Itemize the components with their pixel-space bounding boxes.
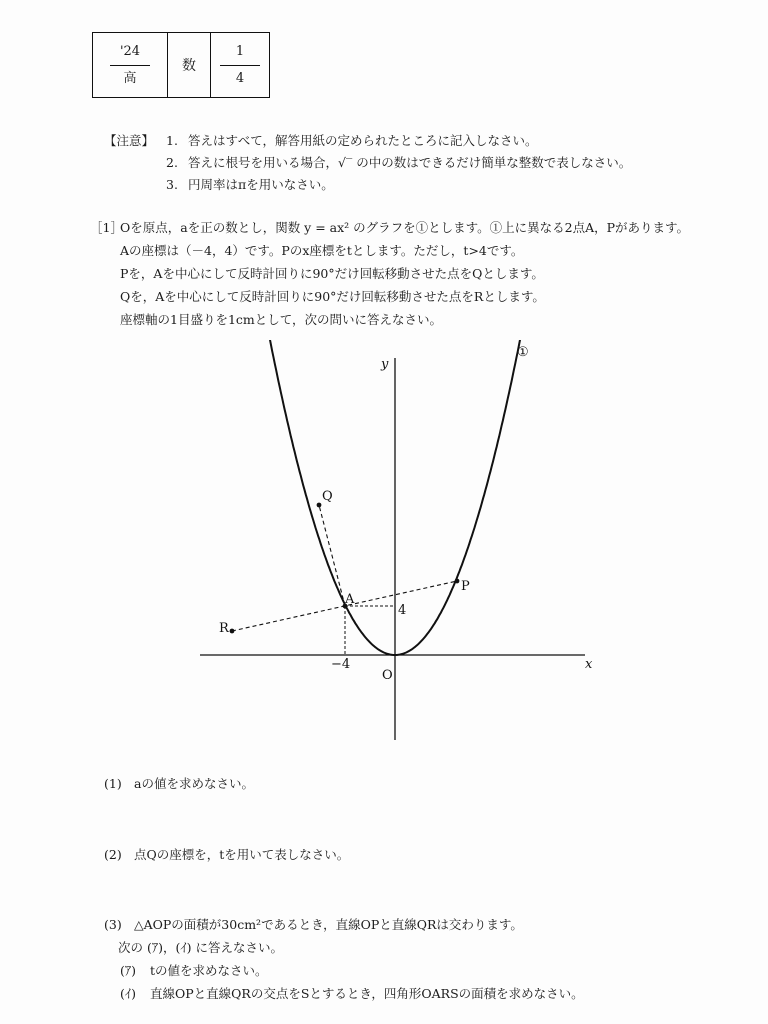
problem-line [90, 216, 689, 239]
label-r: R [219, 621, 229, 636]
note-item [166, 130, 631, 152]
label-q: Q [322, 489, 333, 504]
problem-line: Pを，Aを中心にして反時計回りに90°だけ回転移動させた点をQとします。 [120, 266, 544, 281]
question-number: (3) [104, 917, 122, 932]
question-1 [104, 772, 254, 795]
point-q [317, 503, 322, 508]
question-number: (ｲ) [120, 986, 137, 1001]
note-number: 1. [166, 133, 178, 148]
notes-list [166, 130, 631, 196]
subject-cell [168, 33, 211, 97]
year-cell [93, 33, 168, 97]
line-aq [319, 505, 345, 606]
level-label: 高 [123, 70, 137, 86]
parabola-graph [195, 340, 605, 745]
problem-line: 座標軸の1目盛りを1cmとして，次の問いに答えなさい。 [120, 312, 443, 327]
notes-heading: 【注意】 [104, 133, 155, 148]
question-3-lead: 次の (ｱ)，(ｲ) に答えなさい。 [118, 940, 283, 955]
label-minus-four: −4 [331, 657, 351, 672]
x-axis-label: x [585, 657, 593, 672]
question-text: aの値を求めなさい。 [134, 776, 254, 791]
note-number: 2. [166, 155, 178, 170]
question-number: (ｱ) [120, 963, 137, 978]
label-four: 4 [398, 603, 407, 618]
page-cell [211, 33, 269, 97]
question-number: (2) [104, 847, 122, 862]
question-text: 点Qの座標を，tを用いて表しなさい。 [134, 847, 350, 862]
note-text: 答えに根号を用いる場合，√‾ の中の数はできるだけ簡単な整数で表しなさい。 [188, 155, 632, 170]
header-box [92, 32, 270, 98]
subject-label: 数 [182, 58, 196, 74]
question-2 [104, 843, 349, 866]
year-label: '24 [119, 43, 141, 59]
note-item [166, 152, 631, 174]
question-text: 直線OPと直線QRの交点をSとするとき，四角形OARSの面積を求めなさい。 [150, 986, 584, 1001]
question-3 [104, 913, 523, 936]
problem-line: Aの座標は（－4，4）です。Pのx座標をtとします。ただし，t>4です。 [120, 243, 524, 258]
page-total: 4 [235, 70, 245, 86]
note-number: 3. [166, 177, 178, 192]
question-text: tの値を求めなさい。 [150, 963, 268, 978]
graph-svg [195, 340, 605, 745]
note-text: 円周率はπを用いなさい。 [188, 177, 334, 192]
question-3a [120, 959, 268, 982]
label-p: P [461, 579, 470, 594]
divider [220, 65, 260, 66]
note-item [166, 174, 631, 196]
question-3b [120, 982, 584, 1005]
problem-statement [90, 216, 689, 331]
label-a: A [345, 592, 355, 607]
problem-number: ［1］ [90, 220, 123, 235]
page-number: 1 [235, 43, 245, 59]
note-text: 答えはすべて，解答用紙の定められたところに記入しなさい。 [188, 133, 538, 148]
question-number: (1) [104, 776, 122, 791]
problem-text: Oを原点，aを正の数とし，関数 y = ax² のグラフを①とします。①上に異なる2点A，Pがあります。 [120, 220, 690, 235]
problem-line: Qを，Aを中心にして反時計回りに90°だけ回転移動させた点をRとします。 [120, 289, 545, 304]
origin-label: O [382, 668, 393, 683]
y-axis-label: y [381, 357, 389, 372]
point-p [455, 579, 460, 584]
curve-label: ① [517, 345, 529, 360]
divider [110, 65, 150, 66]
point-r [230, 629, 235, 634]
question-text: △AOPの面積が30cm²であるとき，直線OPと直線QRは交わります。 [134, 917, 523, 932]
